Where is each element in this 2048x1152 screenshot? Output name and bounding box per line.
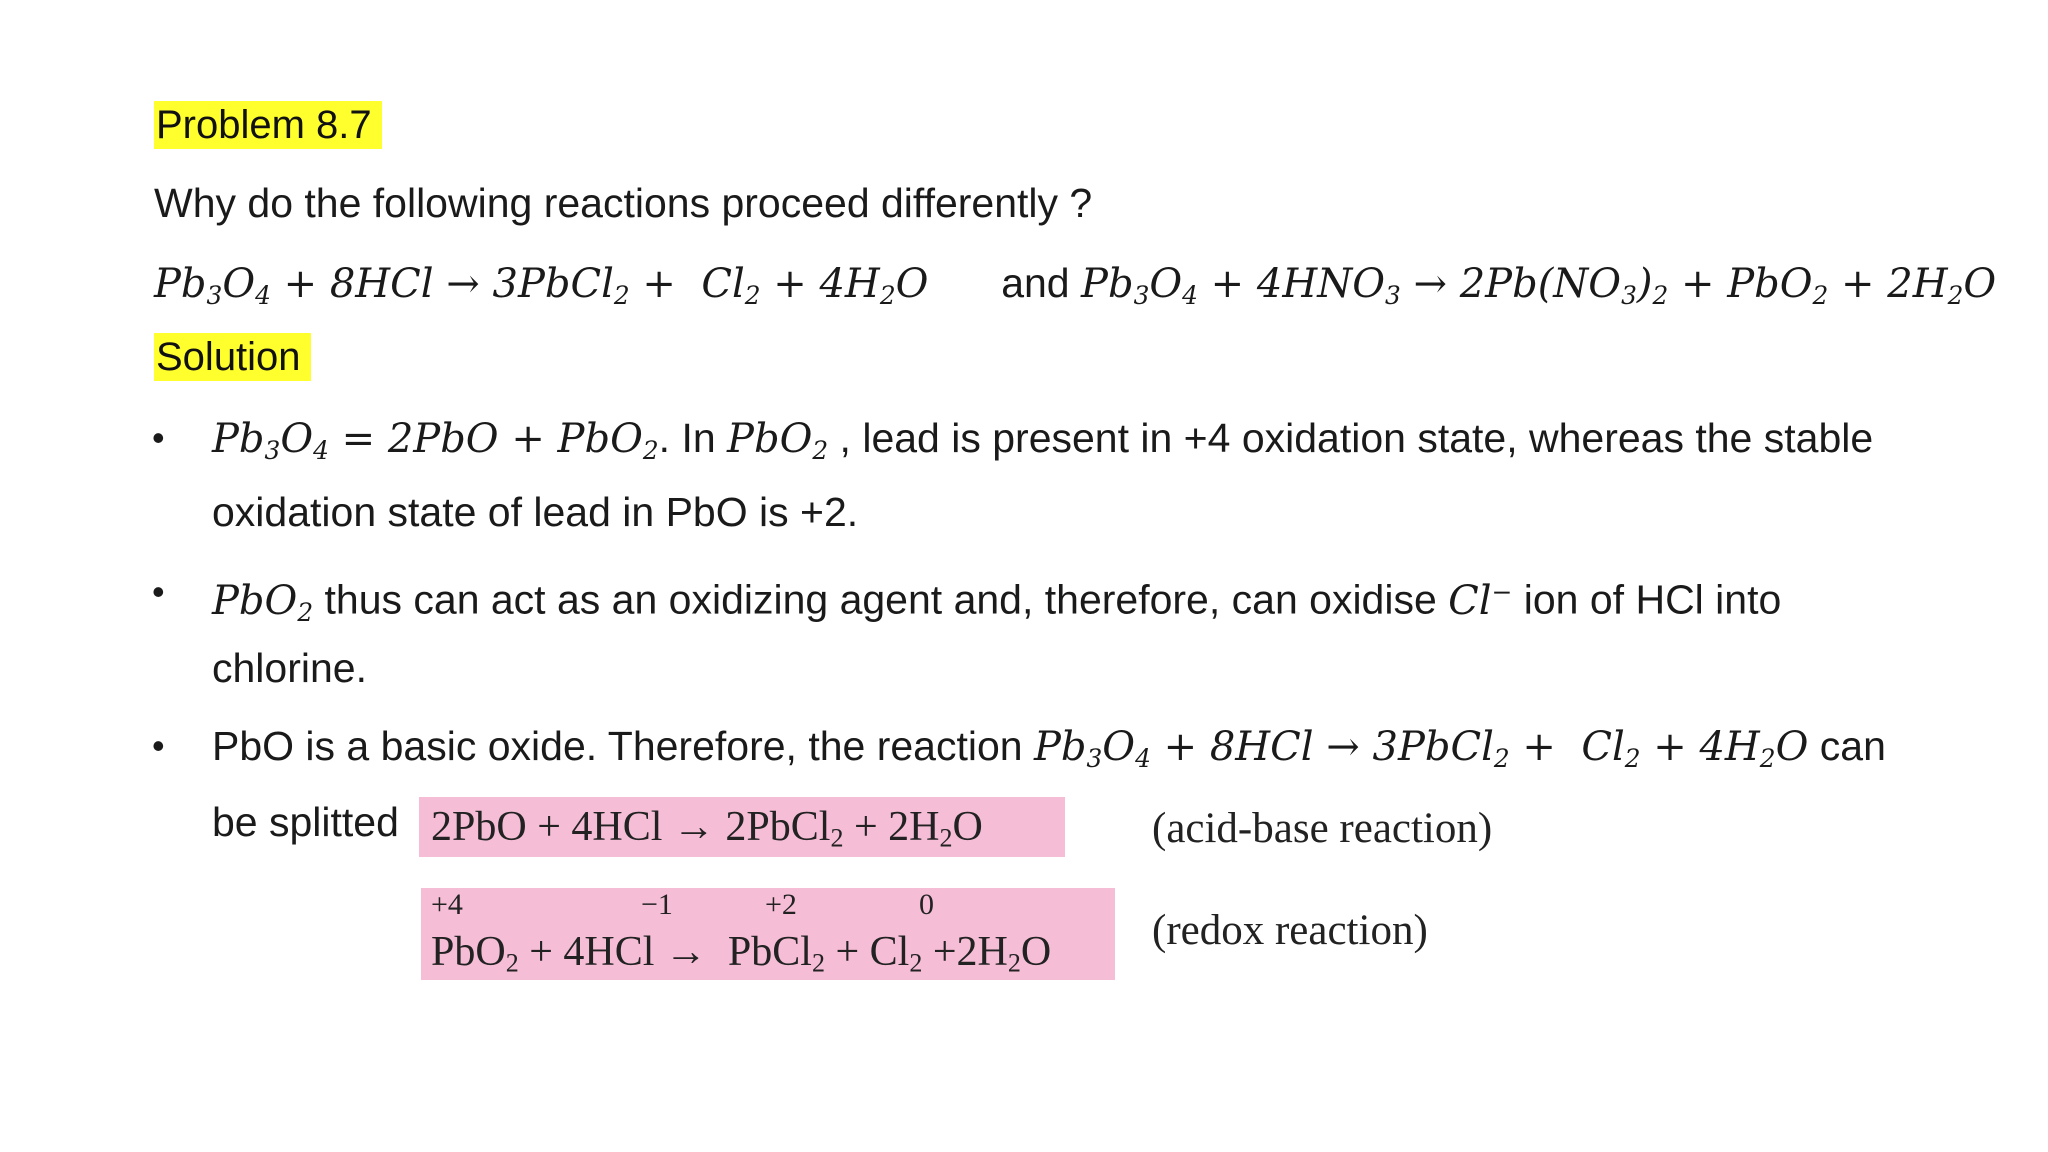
bullet-2-line-1: PbO$_2$ thus can act as an oxidizing agent and, therefore, can oxidise Cl− ion of HCl into (212, 576, 1782, 627)
problem-label: Problem 8.7 (154, 101, 382, 149)
chloride-ion: Cl− (1448, 577, 1513, 624)
pbo2-formula: PbO$_2$ (212, 577, 314, 627)
bullet-1-line-1: $Pb_3O_4 = 2PbO + PbO_2$. In PbO$_2$ , lead is present in +4 oxidation state, whereas the stable (212, 415, 1874, 465)
redox-equation-box (421, 888, 1115, 980)
oxidation-state-pb-in-pbo2: +4 (431, 888, 463, 921)
pb3o4-decomposition: $Pb_3O_4 = 2PbO + PbO_2$ (212, 416, 659, 465)
reaction-hno3-equation: $Pb_3O_4 + 4HNO_3 \to 2Pb(NO_3)_2 + PbO_2 + 2H_2O$ (1081, 261, 1997, 310)
bullet-2-line-2: chlorine. (212, 645, 367, 691)
reaction-hcl-equation: $Pb_3O_4 + 8HCl$ → 3PbCl$_2$ + $Cl_2 + 4H_2O$ (154, 261, 929, 310)
reaction-hcl-equation: $Pb_3O_4 + 8HCl$ → 3PbCl$_2$ + $Cl_2 + 4H_2O$ (1033, 724, 1809, 773)
bullet-dot: • (152, 725, 165, 766)
redox-equation: PbO$_2$ + 4HCl → PbCl$_2$ + $Cl_2 +2H_2O$ (431, 929, 1052, 978)
bullet-dot: • (152, 571, 165, 612)
bullet-3-line-2: be splitted (212, 799, 399, 845)
redox-label: (redox reaction) (1152, 907, 1428, 954)
acid-base-equation-box: 2PbO + 4HCl → 2PbCl$_2$ + $2H_2O$ (419, 797, 1065, 857)
pbo2-formula: PbO$_2$ (727, 416, 829, 465)
oxidation-state-cl-in-hcl: −1 (641, 888, 673, 921)
question-text: Why do the following reactions proceed differently ? (154, 180, 1093, 226)
oxidation-state-cl-in-cl2: 0 (919, 888, 934, 921)
reactions-line (154, 255, 1996, 324)
bullet-3-line-1: PbO is a basic oxide. Therefore, the reaction $Pb_3O_4 + 8HCl$ → 3PbCl$_2$ + $Cl_2 + 4H_2O$ can (212, 723, 1886, 773)
oxidation-state-pb-in-pbcl2: +2 (765, 888, 797, 921)
bullet-1-line-2: oxidation state of lead in PbO is +2. (212, 489, 859, 535)
and-word: and (1001, 260, 1070, 306)
acid-base-label: (acid-base reaction) (1152, 805, 1493, 852)
bullet-dot: • (152, 417, 165, 458)
solution-label: Solution (154, 333, 311, 381)
